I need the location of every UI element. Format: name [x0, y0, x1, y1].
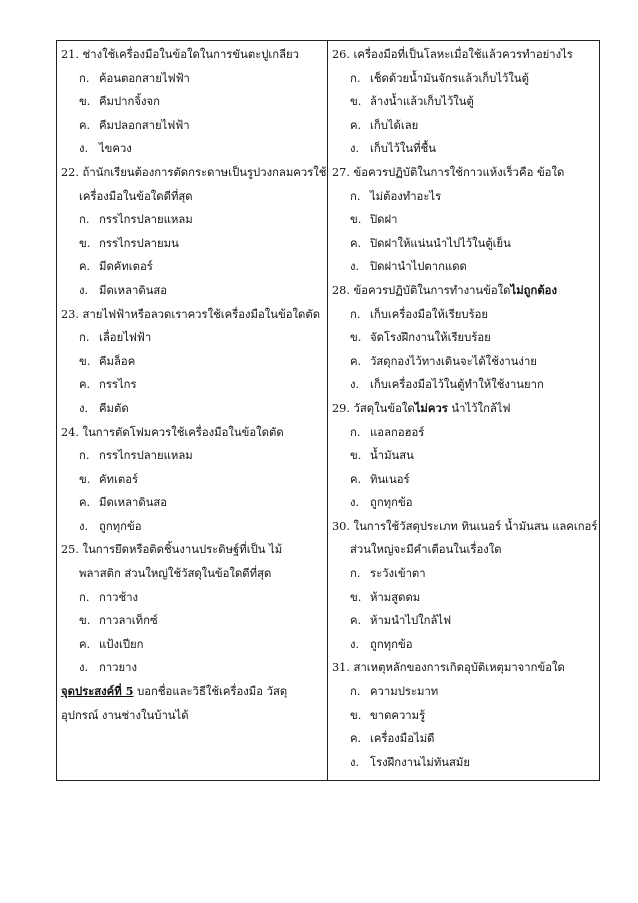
option-label: ก.	[350, 685, 361, 699]
option-text: ความประมาท	[370, 685, 439, 699]
option-text: ขาดความรู้	[370, 708, 426, 722]
option-text: กาวยาง	[99, 661, 138, 675]
answer-option	[328, 90, 599, 114]
answer-option	[328, 373, 599, 397]
option-label: ง.	[79, 283, 89, 297]
option-text: คีมปากจิ้งจก	[99, 95, 160, 109]
option-label: ก.	[79, 331, 90, 345]
answer-option	[328, 727, 599, 751]
answer-option	[57, 90, 327, 114]
answer-option	[57, 491, 327, 515]
emphasis-text: ไม่ถูกต้อง	[510, 282, 557, 297]
question-text: 23. สายไฟฟ้าหรือลวดเราควรใช้เครื่องมือในข้อใดตัด	[61, 307, 321, 321]
answer-option	[57, 468, 327, 492]
option-text: เก็บได้เลย	[370, 118, 419, 132]
option-label: ข.	[350, 95, 362, 109]
option-label: ค.	[79, 260, 91, 274]
answer-option	[57, 397, 327, 421]
option-text: ถูกทุกข้อ	[370, 637, 413, 651]
option-label: ก.	[79, 449, 90, 463]
answer-option	[328, 350, 599, 374]
option-text: เก็บไว้ในที่ชื้น	[370, 142, 436, 156]
option-label: ค.	[350, 118, 362, 132]
answer-option	[57, 609, 327, 633]
option-text: ไขควง	[99, 142, 132, 156]
answer-option	[328, 255, 599, 279]
option-label: ค.	[350, 732, 362, 746]
question-text: 25. ในการยึดหรือติดชิ้นงานประดิษฐ์ที่เป็น ไม้	[61, 543, 283, 557]
option-text: แป้งเปียก	[99, 637, 144, 651]
question-text: 24. ในการตัดโฟมควรใช้เครื่องมือในข้อใดตัด	[61, 425, 284, 439]
option-text: กาวลาเท็กซ์	[99, 614, 158, 628]
answer-option	[57, 373, 327, 397]
option-label: ค.	[79, 118, 91, 132]
option-text: ค้อนตอกสายไฟฟ้า	[99, 71, 190, 85]
option-text: ห้ามนำไปใกล้ไฟ	[370, 614, 452, 628]
option-text: ระวังเข้าตา	[370, 567, 426, 581]
objective-text: บอกชื่อและวิธีใช้เครื่องมือ วัสดุ	[133, 685, 288, 699]
option-label: ข.	[79, 614, 91, 628]
answer-option	[57, 656, 327, 680]
option-text: แอลกอฮอร์	[370, 425, 425, 439]
question-text: 21. ช่างใช้เครื่องมือในข้อใดในการขันตะปูเกลียว	[61, 48, 299, 61]
option-text: เก็บเครื่องมือไว้ในตู้ทำให้ใช้งานยาก	[370, 378, 544, 392]
option-label: ก.	[350, 567, 361, 581]
objective-label: จุดประสงค์ที่ 5	[61, 684, 134, 699]
option-text: เก็บเครื่องมือให้เรียบร้อย	[370, 307, 489, 321]
answer-option	[57, 515, 327, 539]
answer-option	[328, 751, 599, 775]
answer-option	[57, 255, 327, 279]
question-text-continued: ส่วนใหญ่จะมีคำเตือนในเรื่องใด	[350, 543, 502, 557]
question-text: 27. ข้อควรปฏิบัติในการใช้กาวแห้งเร็วคือ ข้อใด	[332, 165, 565, 179]
answer-option	[57, 633, 327, 657]
question-text: อุปกรณ์ งานช่างในบ้านได้	[61, 708, 189, 722]
option-text: คีมปลอกสายไฟฟ้า	[99, 118, 190, 132]
question-text-continued: พลาสติก ส่วนใหญ่ใช้วัสดุในข้อใดดีที่สุด	[79, 567, 272, 581]
answer-option	[328, 137, 599, 161]
left-column	[57, 41, 328, 780]
answer-option	[328, 609, 599, 633]
option-label: ก.	[350, 307, 361, 321]
option-label: ข.	[79, 472, 91, 486]
answer-option	[328, 67, 599, 91]
answer-option	[328, 633, 599, 657]
answer-option	[328, 232, 599, 256]
answer-option	[328, 586, 599, 610]
option-text: คีมตัด	[99, 401, 129, 415]
option-label: ค.	[350, 614, 362, 628]
question-text	[328, 279, 599, 303]
option-text: กรรไกรปลายแหลม	[99, 213, 193, 227]
answer-option	[328, 326, 599, 350]
option-text: ถูกทุกข้อ	[370, 496, 413, 510]
option-label: ข.	[350, 213, 362, 227]
answer-option	[328, 185, 599, 209]
option-label: ง.	[79, 401, 89, 415]
question-text: 31. สาเหตุหลักของการเกิดอุบัติเหตุมาจากข้อใด	[332, 661, 565, 675]
answer-option	[57, 279, 327, 303]
question-text: 26. เครื่องมือที่เป็นโลหะเมื่อใช้แล้วควรทำอย่างไร	[332, 48, 573, 61]
option-text: น้ำมันสน	[370, 449, 414, 463]
option-text: ไม่ต้องทำอะไร	[370, 189, 442, 203]
option-label: ก.	[350, 425, 361, 439]
answer-option	[57, 444, 327, 468]
answer-option	[57, 67, 327, 91]
question-text-continued: เครื่องมือในข้อใดดีที่สุด	[79, 189, 193, 203]
option-text: มีดคัทเตอร์	[99, 260, 153, 274]
option-text: ถูกทุกข้อ	[99, 519, 142, 533]
answer-option	[328, 444, 599, 468]
option-label: ค.	[79, 496, 91, 510]
option-text: กรรไกรปลายมน	[99, 236, 179, 250]
objective-heading	[57, 680, 327, 704]
option-label: ข.	[350, 590, 362, 604]
option-label: ข.	[79, 95, 91, 109]
option-label: ง.	[350, 755, 360, 769]
option-text: โรงฝึกงานไม่ทันสมัย	[370, 755, 470, 769]
option-label: ก.	[350, 189, 361, 203]
answer-option	[328, 303, 599, 327]
answer-option	[57, 208, 327, 232]
option-label: ง.	[350, 637, 360, 651]
answer-option	[57, 326, 327, 350]
question-text: 22. ถ้านักเรียนต้องการตัดกระดาษเป็นรูปวงกลมควรใช้	[61, 165, 327, 179]
option-text: มีดเหลาดินสอ	[99, 496, 168, 510]
option-text: เลื่อยไฟฟ้า	[99, 331, 152, 345]
answer-option	[328, 114, 599, 138]
option-text: มีดเหลาดินสอ	[99, 283, 168, 297]
right-column	[328, 41, 599, 780]
answer-option	[328, 562, 599, 586]
option-label: ค.	[79, 378, 91, 392]
answer-option	[57, 114, 327, 138]
question-stem: 28. ข้อควรปฏิบัติในการทำงานข้อใด	[332, 283, 511, 297]
question-text	[328, 397, 599, 421]
option-text: ปิดฝานำไปตากแดด	[370, 260, 467, 274]
option-text: เช็ดด้วยน้ำมันจักรแล้วเก็บไว้ในตู้	[370, 71, 529, 85]
option-label: ข.	[350, 708, 362, 722]
option-label: ง.	[79, 661, 89, 675]
option-text: จัดโรงฝึกงานให้เรียบร้อย	[370, 331, 491, 345]
option-label: ง.	[350, 142, 360, 156]
option-label: ก.	[350, 71, 361, 85]
option-text: ทินเนอร์	[370, 472, 410, 486]
option-label: ค.	[350, 354, 362, 368]
quiz-table	[56, 40, 600, 781]
option-label: ง.	[350, 378, 360, 392]
answer-option	[328, 468, 599, 492]
option-label: ข.	[350, 331, 362, 345]
option-label: ง.	[79, 519, 89, 533]
answer-option	[328, 208, 599, 232]
option-text: ล้างน้ำแล้วเก็บไว้ในตู้	[370, 95, 474, 109]
option-text: ห้ามสูดดม	[370, 590, 421, 604]
answer-option	[57, 586, 327, 610]
option-text: ปิดฝา	[370, 213, 398, 227]
option-text: ปิดฝาให้แน่นนำไปไว้ในตู้เย็น	[370, 236, 511, 250]
option-text: วัสดุกองไว้ทางเดินจะได้ใช้งานง่าย	[370, 354, 537, 368]
option-label: ข.	[79, 354, 91, 368]
question-tail: นำไว้ใกล้ไฟ	[447, 401, 511, 415]
option-text: คีมล็อค	[99, 354, 136, 368]
option-label: ก.	[79, 590, 90, 604]
option-label: ข.	[79, 236, 91, 250]
answer-option	[328, 421, 599, 445]
answer-option	[328, 680, 599, 704]
question-stem: 29. วัสดุในข้อใด	[332, 401, 415, 415]
option-text: กรรไกร	[99, 378, 137, 392]
option-label: ง.	[350, 496, 360, 510]
option-label: ก.	[79, 213, 90, 227]
emphasis-text: ไม่ควร	[414, 400, 448, 415]
option-text: เครื่องมือไม่ดี	[370, 732, 435, 746]
option-label: ก.	[79, 71, 90, 85]
option-text: กาวช้าง	[99, 590, 139, 604]
question-text: 30. ในการใช้วัสดุประเภท ทินเนอร์ น้ำมันสน แลคเกอร์	[332, 519, 598, 533]
answer-option	[57, 232, 327, 256]
option-label: ค.	[350, 472, 362, 486]
option-label: ง.	[350, 260, 360, 274]
answer-option	[328, 704, 599, 728]
option-text: กรรไกรปลายแหลม	[99, 449, 193, 463]
option-label: ง.	[79, 142, 89, 156]
answer-option	[328, 491, 599, 515]
answer-option	[57, 350, 327, 374]
option-label: ข.	[350, 449, 362, 463]
option-label: ค.	[79, 637, 91, 651]
option-label: ค.	[350, 236, 362, 250]
answer-option	[57, 137, 327, 161]
option-text: คัทเตอร์	[99, 472, 139, 486]
